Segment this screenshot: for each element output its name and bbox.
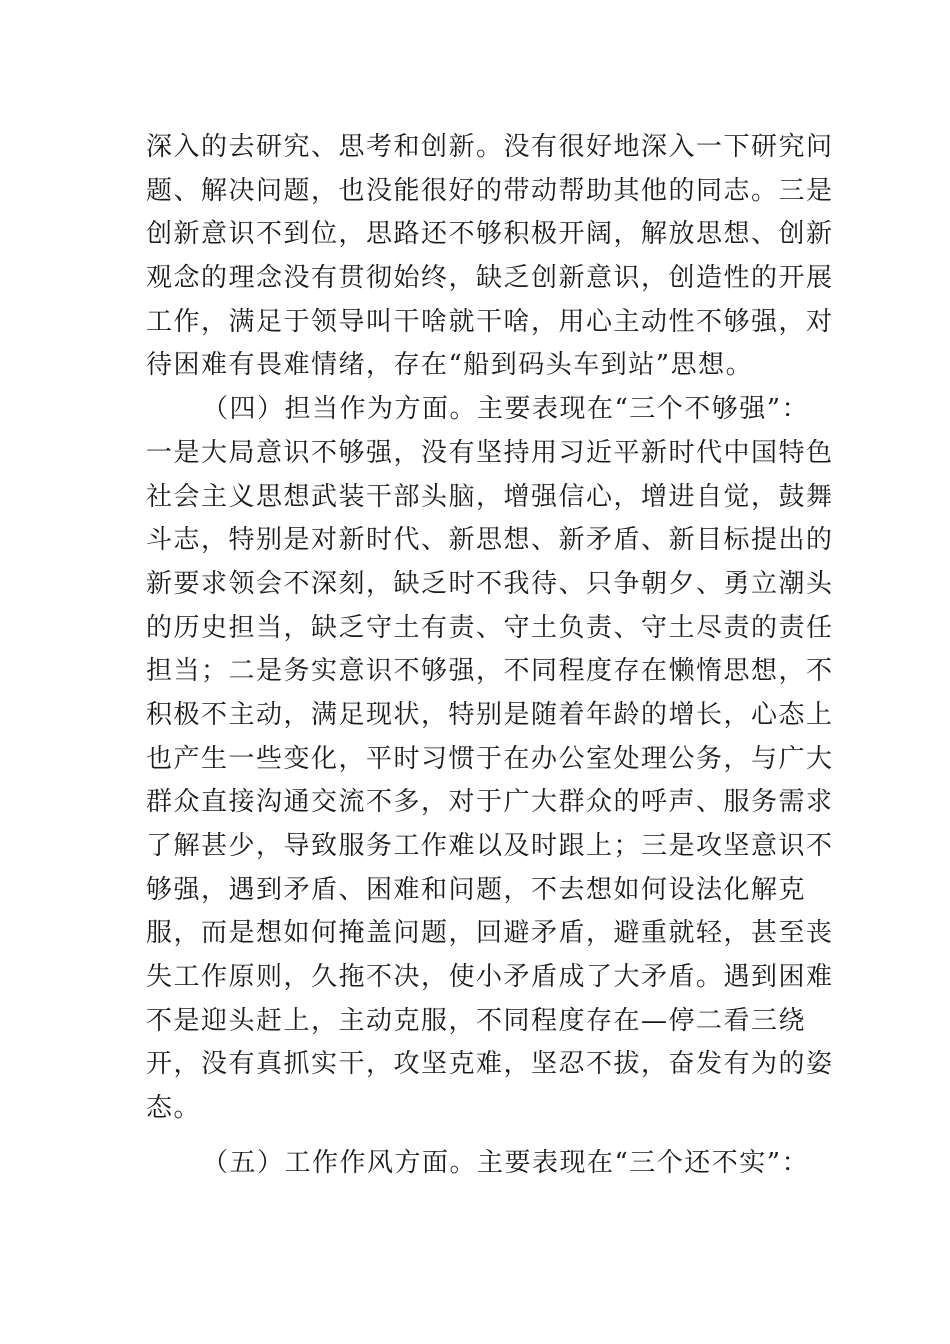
- text-line: 一是大局意识不够强，没有坚持用习近平新时代中国特色: [146, 437, 834, 468]
- text-line: 够强，遇到矛盾、困难和问题，不去想如何设法化解克: [146, 874, 807, 905]
- text-line: 创新意识不到位，思路还不够积极开阔，解放思想、创新: [146, 219, 834, 250]
- text-line: 了解甚少，导致服务工作难以及时跟上；三是攻坚意识不: [146, 831, 834, 861]
- text-line: 积极不主动，满足现状，特别是随着年龄的增长，心态上: [146, 699, 834, 730]
- text-line: 待困难有畏难情绪，存在“船到码头车到站”思想。: [146, 350, 754, 381]
- text-line: 的历史担当，缺乏守土有责、守土负责、守土尽责的责任: [146, 612, 834, 643]
- text-line: 失工作原则，久拖不决，使小矛盾成了大矛盾。遇到困难: [146, 962, 834, 993]
- text-line: 服，而是想如何掩盖问题，回避矛盾，避重就轻，甚至丧: [146, 918, 834, 949]
- text-line: 新要求领会不深刻，缺乏时不我待、只争朝夕、勇立潮头: [146, 568, 834, 599]
- text-line: 斗志，特别是对新时代、新思想、新矛盾、新目标提出的: [146, 525, 834, 556]
- paragraph-gap: [146, 1131, 806, 1142]
- text-line: 深入的去研究、思考和创新。没有很好地深入一下研究问: [146, 132, 834, 162]
- text-line: 观念的理念没有贯彻始终，缺乏创新意识，创造性的开展: [146, 263, 834, 294]
- text-line: 题、解决问题，也没能很好的带动帮助其他的同志。三是: [146, 175, 834, 206]
- text-line: 也产生一些变化，平时习惯于在办公室处理公务，与广大: [146, 743, 834, 774]
- section-heading-4: （四）担当作为方面。主要表现在“三个不够强”：: [202, 394, 810, 425]
- text-line: 不是迎头赶上，主动克服，不同程度存在—停二看三绕: [146, 1005, 807, 1036]
- text-line: 开，没有真抓实干，攻坚克难，坚忍不拔，奋发有为的姿: [146, 1049, 834, 1080]
- text-line: 态。: [146, 1093, 202, 1124]
- text-line: 社会主义思想武装干部头脑，增强信心，增进自觉，鼓舞: [146, 481, 834, 512]
- body-text: [146, 126, 834, 1186]
- text-line: 群众直接沟通交流不多，对于广大群众的呼声、服务需求: [146, 787, 834, 818]
- text-line: 担当；二是务实意识不够强，不同程度存在懒惰思想，不: [146, 656, 834, 687]
- text-line: 工作，满足于领导叫干啥就干啥，用心主动性不够强，对: [146, 306, 834, 337]
- section-heading-5: （五）工作作风方面。主要表现在“三个还不实”：: [202, 1147, 810, 1178]
